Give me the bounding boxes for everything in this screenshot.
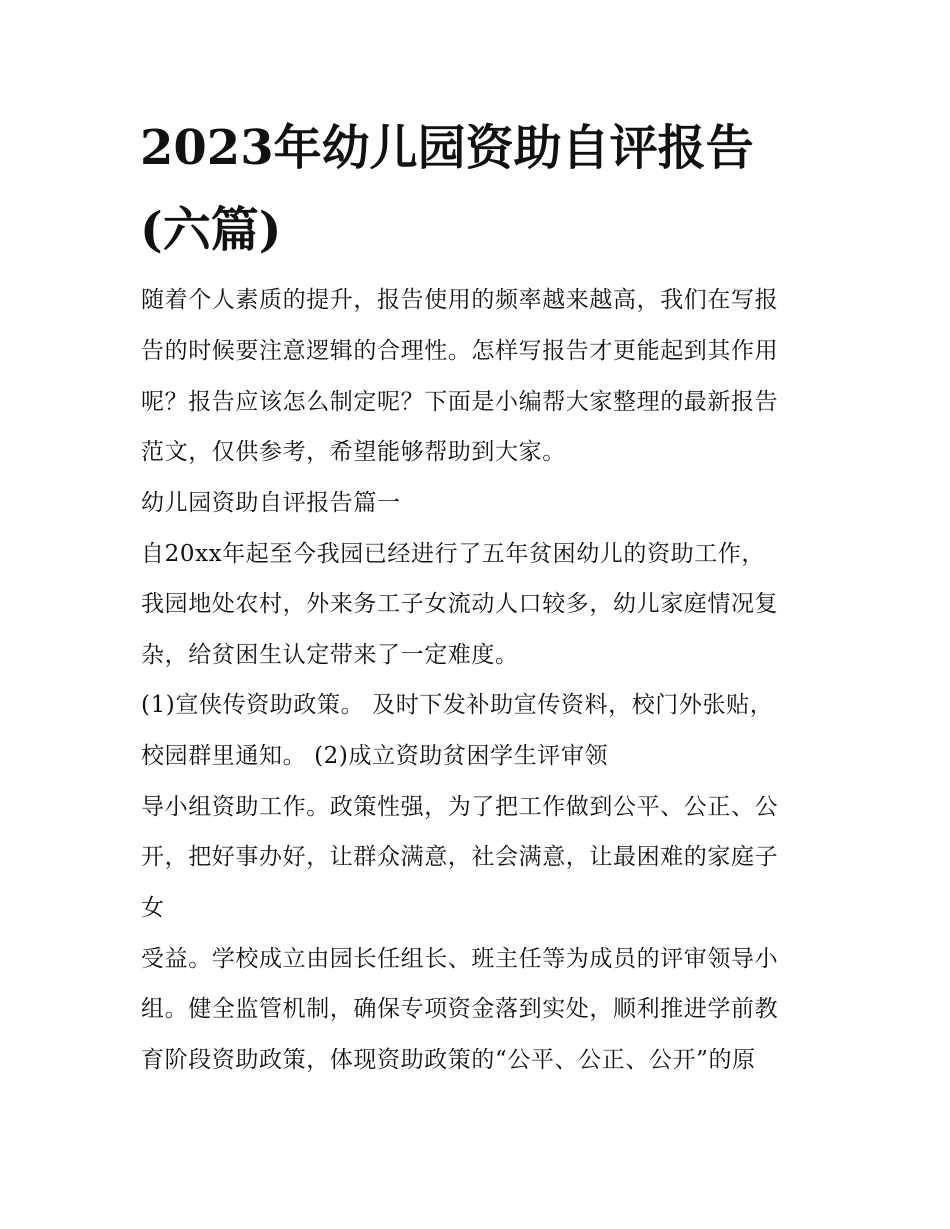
body-line-10: 组。健全监管机制，确保专项资金落到实处，顺利推进学前教	[141, 996, 779, 1022]
body-line-7: 开，把好事办好，让群众满意，社会满意，让最困难的家庭子	[141, 844, 779, 870]
body-line-1: 自20xx年起至今我园已经进行了五年贫困幼儿的资助工作，	[141, 541, 766, 567]
intro-line-4: 范文，仅供参考，希望能够帮助到大家。	[141, 439, 566, 465]
intro-line-1: 随着个人素质的提升，报告使用的频率越来越高，我们在写报	[141, 287, 779, 313]
body-line-6: 导小组资助工作。政策性强，为了把工作做到公平、公正、公	[141, 794, 779, 820]
body-line-8: 女	[141, 895, 165, 921]
body-line-5: 校园群里通知。 (2)成立资助贫困学生评审领	[141, 743, 609, 769]
body-line-4: (1)宣侠传资助政策。 及时下发补助宣传资料，校门外张贴，	[141, 692, 774, 718]
body-line-2: 我园地处农村，外来务工子女流动人口较多，幼儿家庭情况复	[141, 591, 779, 617]
body-line-3: 杂，给贫困生认定带来了一定难度。	[141, 642, 519, 668]
intro-line-2: 告的时候要注意逻辑的合理性。怎样写报告才更能起到其作用	[141, 338, 779, 364]
intro-line-3: 呢？报告应该怎么制定呢？下面是小编帮大家整理的最新报告	[141, 389, 779, 415]
document-title-line-2: (六篇)	[140, 202, 282, 258]
body-line-11: 育阶段资助政策，体现资助政策的“公平、公正、公开”的原	[141, 1047, 756, 1073]
section-heading: 幼儿园资助自评报告篇一	[141, 490, 401, 516]
document-title-line-1: 2023年幼儿园资助自评报告	[140, 120, 754, 176]
body-line-9: 受益。学校成立由园长任组长、班主任等为成员的评审领导小	[141, 946, 779, 972]
